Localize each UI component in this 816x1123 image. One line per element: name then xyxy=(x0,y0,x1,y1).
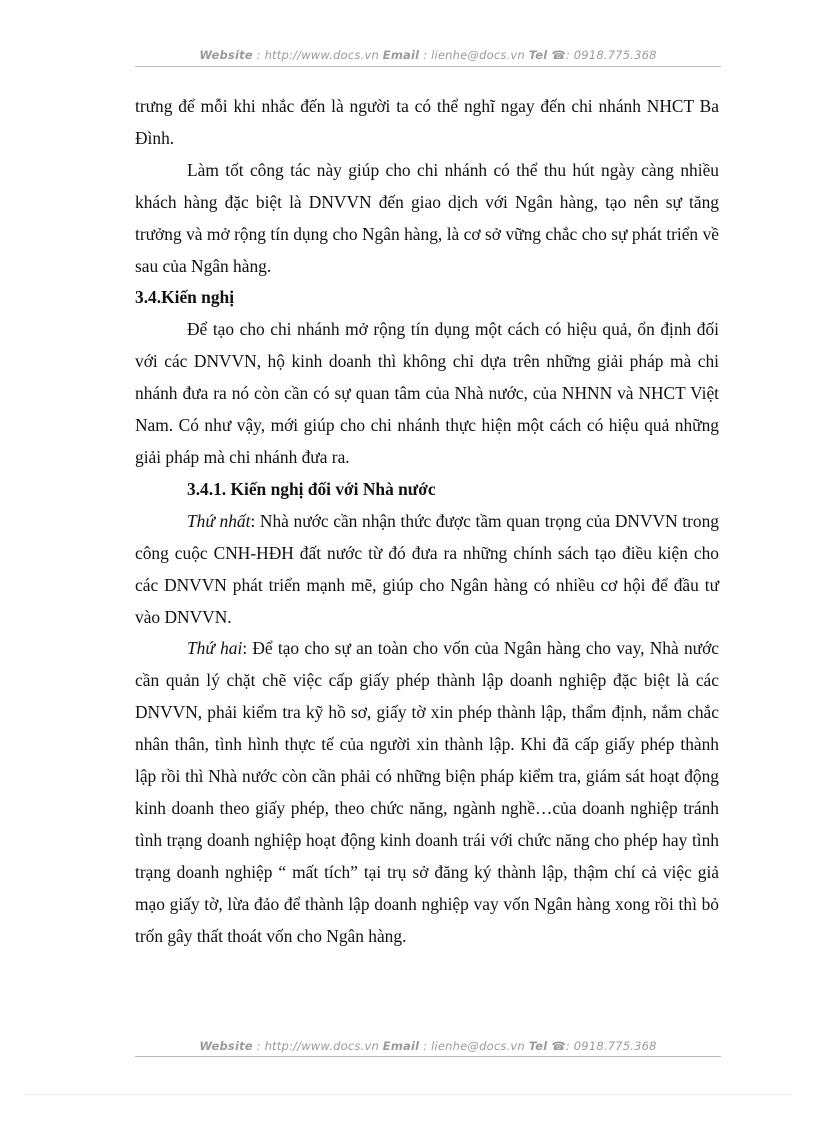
footer-tel-label: Tel xyxy=(528,1039,548,1053)
page-header xyxy=(135,48,721,62)
section-heading-3-4-1: 3.4.1. Kiến nghị đối với Nhà nước xyxy=(187,478,436,499)
header-rule xyxy=(135,66,721,67)
page-footer xyxy=(135,1039,721,1053)
footer-rule xyxy=(135,1056,721,1057)
footer-email-value[interactable]: : lienhe@docs.vn xyxy=(423,1039,525,1053)
tel-value: : 0918.775.368 xyxy=(565,48,657,62)
paragraph-4 xyxy=(135,506,719,634)
document-body xyxy=(135,91,719,952)
section-heading-3-4: 3.4.Kiến nghị xyxy=(135,287,235,308)
paragraph-5-text: : Để tạo cho sự an toàn cho vốn của Ngân hàng cho vay, Nhà nước cần quản lý chặt chẽ việc cấp giấy phép thành lập doanh nghiệp đặc biệt là các DNVVN, phải kiểm tra kỹ hồ sơ, giấy tờ xin phép thành lập, thẩm định, nắm chắc nhân thân, tình hình thực tế của người xin thành lập. Khi đã cấp giấy phép thành lập rồi thì Nhà nước còn cần phải có những biện pháp kiểm tra, giám sát hoạt động kinh doanh theo giấy phép, theo chức năng, ngành nghề…của doanh nghiệp tránh tình trạng doanh nghiệp hoạt động kinh doanh trái với chức năng cho phép hay tình trạng doanh nghiệp “ mất tích” tại trụ sở đăng ký thành lập, thậm chí cả việc giả mạo giấy tờ, lừa đảo để thành lập doanh nghiệp vay vốn Ngân hàng xong rồi thì bỏ trốn gây thất thoát vốn cho Ngân hàng. xyxy=(135,638,719,946)
paragraph-4-text: : Nhà nước cần nhận thức được tầm quan trọng của DNVVN trong công cuộc CNH-HĐH đất nước từ đó đưa ra những chính sách tạo điều kiện cho các DNVVN phát triển mạnh mẽ, giúp cho Ngân hàng có nhiều cơ hội để đầu tư vào DNVVN. xyxy=(135,510,720,627)
phone-icon: ☎ xyxy=(551,48,566,62)
paragraph-5-lead: Thứ hai xyxy=(187,638,243,659)
page-bottom-border xyxy=(25,1094,791,1095)
phone-icon: ☎ xyxy=(551,1039,566,1053)
website-value[interactable]: : http://www.docs.vn xyxy=(256,48,379,62)
paragraph-1: trưng để mỗi khi nhắc đến là người ta có thể nghĩ ngay đến chi nhánh NHCT Ba Đình. xyxy=(135,96,719,148)
footer-tel-value: : 0918.775.368 xyxy=(565,1039,657,1053)
paragraph-5 xyxy=(135,633,719,952)
email-label: Email xyxy=(382,48,420,62)
paragraph-3: Để tạo cho chi nhánh mở rộng tín dụng một cách có hiệu quả, ổn định đối với các DNVVN, hộ kinh doanh thì không chỉ dựa trên những giải pháp mà chi nhánh đưa ra nó còn cần có sự quan tâm của Nhà nước, của NHNN và NHCT Việt Nam. Có như vậy, mới giúp cho chi nhánh thực hiện một cách có hiệu quả những giải pháp mà chi nhánh đưa ra. xyxy=(135,319,719,467)
paragraph-4-lead: Thứ nhất xyxy=(187,510,251,531)
footer-website-value[interactable]: : http://www.docs.vn xyxy=(256,1039,379,1053)
tel-label: Tel xyxy=(528,48,548,62)
website-label: Website xyxy=(199,48,253,62)
footer-email-label: Email xyxy=(382,1039,420,1053)
paragraph-2: Làm tốt công tác này giúp cho chi nhánh có thể thu hút ngày càng nhiều khách hàng đặc biệt là DNVVN đến giao dịch với Ngân hàng, tạo nên sự tăng trưởng và mở rộng tín dụng cho Ngân hàng, là cơ sở vững chắc cho sự phát triển về sau của Ngân hàng. xyxy=(135,159,719,276)
footer-website-label: Website xyxy=(199,1039,253,1053)
email-value[interactable]: : lienhe@docs.vn xyxy=(423,48,525,62)
